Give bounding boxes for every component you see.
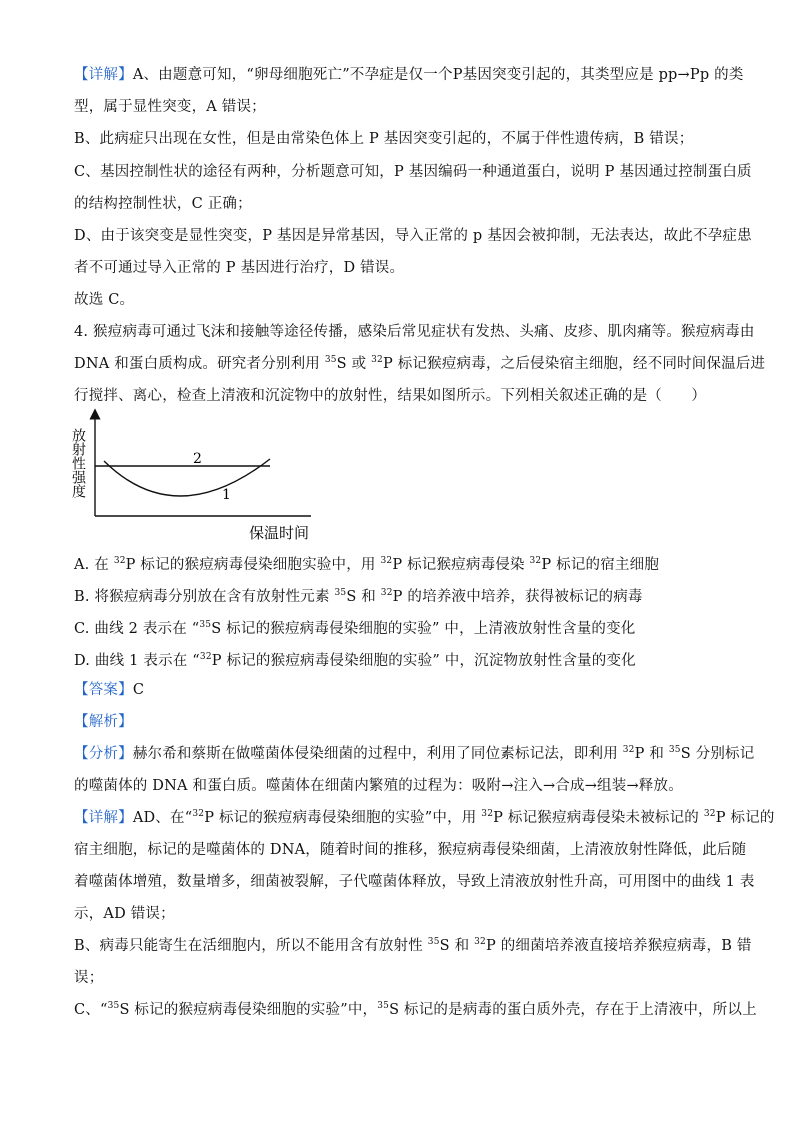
question-line: 行搅拌、离心，检查上清液和沉淀物中的放射性，结果如图所示。下列相关叙述正确的是（ ） xyxy=(74,388,707,404)
superscript: 32 xyxy=(703,809,716,819)
superscript: 32 xyxy=(380,588,393,598)
text-span: P 和 xyxy=(634,746,669,762)
text-span: 赫尔希和蔡斯在做噬菌体侵染细菌的过程中，利用了同位素标记法，即利用 xyxy=(132,746,623,762)
text-span: S 分别标记 xyxy=(680,746,755,762)
analysis-line: 的噬菌体的 DNA 和蛋白质。噬菌体在细菌内繁殖的过程为：吸附→注入→合成→组装→释放。 xyxy=(74,778,683,794)
superscript: 32 xyxy=(529,556,542,566)
analysis-line: 宿主细胞，标记的是噬菌体的 DNA，随着时间的推移，猴痘病毒侵染细菌，上清液放射性降低，此后随 xyxy=(74,842,747,858)
option-c xyxy=(74,619,636,639)
analysis-line: 示，AD 错误； xyxy=(74,906,175,922)
text-span: P 标记猴痘病毒，之后侵染宿主细胞，经不同时间保温后进 xyxy=(382,356,766,372)
curve-2-label: 2 xyxy=(193,451,202,467)
text-line: C、基因控制性状的途径有两种，分析题意可知，P 基因编码一种通道蛋白，说明 P 基因通过控制蛋白质 xyxy=(74,164,752,180)
analysis-line xyxy=(74,1000,757,1020)
superscript: 35 xyxy=(334,588,347,598)
superscript: 32 xyxy=(481,809,494,819)
detail-tag: 【详解】 xyxy=(74,67,133,83)
text-line: D、由于该突变是显性突变，P 基因是异常基因，导入正常的 p 基因会被抑制，无法表达，故此不孕症患 xyxy=(74,228,752,244)
superscript: 35 xyxy=(377,1001,390,1011)
figure xyxy=(66,408,326,552)
answer-tag: 【答案】 xyxy=(74,682,133,698)
x-axis-label: 保温时间 xyxy=(249,524,310,542)
text-span: P 标记的 xyxy=(715,810,775,826)
text-span: A. 在 xyxy=(74,557,114,573)
superscript: 35 xyxy=(107,1001,120,1011)
fenxi-tag: 【分析】 xyxy=(74,746,133,762)
answer-line xyxy=(74,680,144,700)
text-span: C、“ xyxy=(74,1002,108,1018)
superscript: 32 xyxy=(622,745,635,755)
text-span: D. 曲线 1 表示在 “ xyxy=(74,653,200,669)
xiangjie-tag: 【详解】 xyxy=(74,810,133,826)
option-a xyxy=(74,555,659,575)
analysis-line xyxy=(74,808,775,828)
text-line: 的结构控制性状，C 正确； xyxy=(74,196,252,212)
text-span: S 标记的猴痘病毒侵染细胞的实验” 中，上清液放射性含量的变化 xyxy=(211,621,636,637)
superscript: 32 xyxy=(199,652,212,662)
question-line xyxy=(74,354,765,374)
text-span: P 的细菌培养液直接培养猴痘病毒，B 错 xyxy=(485,938,752,954)
text-line: 故选 C。 xyxy=(74,292,135,308)
text-span: AD、在“ xyxy=(132,810,193,826)
superscript: 32 xyxy=(380,556,393,566)
superscript: 35 xyxy=(199,620,212,630)
text-span: P 标记猴痘病毒侵染 xyxy=(392,557,530,573)
text-line: 型，属于显性突变，A 错误； xyxy=(74,99,266,115)
analysis-line: 着噬菌体增殖，数量增多，细菌被裂解，子代噬菌体释放，导致上清液放射性升高，可用图中的曲线 1 表 xyxy=(74,874,755,890)
superscript: 35 xyxy=(324,355,337,365)
text-span: S 和 xyxy=(346,589,381,605)
text-span: S 标记的是病毒的蛋白质外壳，存在于上清液中，所以上 xyxy=(389,1002,757,1018)
curve-1-label: 1 xyxy=(222,487,231,503)
analysis-tag: 【解析】 xyxy=(74,714,133,730)
text-line: 者不可通过导入正常的 P 基因进行治疗，D 错误。 xyxy=(74,260,405,276)
text-span: S 标记的猴痘病毒侵染细胞的实验”中， xyxy=(119,1002,378,1018)
analysis-line xyxy=(74,936,752,956)
text-span: P 的培养液中培养，获得被标记的病毒 xyxy=(392,589,643,605)
question-line: 4. 猴痘病毒可通过飞沫和接触等途径传播，感染后常见症状有发热、头痛、皮疹、肌肉痛等。猴痘病毒由 xyxy=(74,324,755,340)
text-span: DNA 和蛋白质构成。研究者分别利用 xyxy=(74,356,325,372)
analysis-line: 误； xyxy=(74,970,104,986)
superscript: 35 xyxy=(668,745,681,755)
text-line: B、此病症只出现在女性，但是由常染色体上 P 基因突变引起的，不属于伴性遗传病，B 错误； xyxy=(74,131,694,147)
superscript: 35 xyxy=(427,937,440,947)
y-axis-label: 放射性强度 xyxy=(70,428,86,498)
text-span: P 标记猴痘病毒侵染未被标记的 xyxy=(493,810,704,826)
text-span: A、由题意可知，“卵母细胞死亡”不孕症是仅一个P基因突变引起的，其类型应是 pp→Pp 的类 xyxy=(132,67,744,83)
superscript: 32 xyxy=(371,355,383,365)
curve-1 xyxy=(104,459,270,496)
analysis-line xyxy=(74,744,754,764)
text-span: P 标记的猴痘病毒侵染细胞的实验”中，用 xyxy=(204,810,482,826)
text-span: B. 将猴痘病毒分别放在含有放射性元素 xyxy=(74,589,335,605)
superscript: 32 xyxy=(113,556,126,566)
text-span: B、病毒只能寄生在活细胞内，所以不能用含有放射性 xyxy=(74,938,428,954)
answer-value: C xyxy=(132,682,145,698)
text-line xyxy=(74,65,744,85)
text-span: P 标记的猴痘病毒侵染细胞实验中，用 xyxy=(125,557,381,573)
superscript: 32 xyxy=(474,937,486,947)
option-b xyxy=(74,587,643,607)
text-span: P 标记的宿主细胞 xyxy=(541,557,660,573)
option-d xyxy=(74,651,636,671)
superscript: 32 xyxy=(192,809,205,819)
text-span: S 或 xyxy=(336,356,372,372)
text-span: C. 曲线 2 表示在 “ xyxy=(74,621,200,637)
text-span: P 标记的猴痘病毒侵染细胞的实验” 中，沉淀物放射性含量的变化 xyxy=(211,653,636,669)
text-span: S 和 xyxy=(439,938,475,954)
radioactivity-graph xyxy=(66,408,326,548)
